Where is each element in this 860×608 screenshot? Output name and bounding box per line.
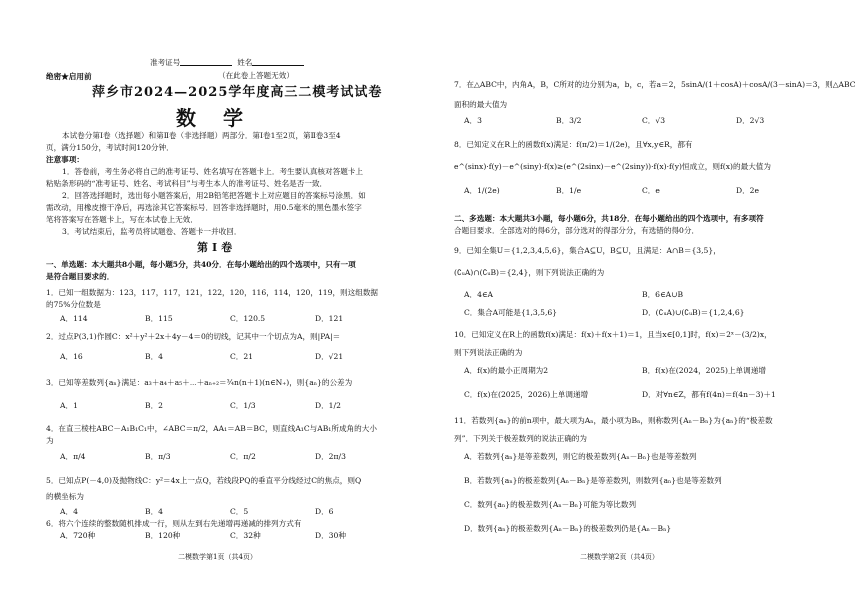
q5-option: D．6	[315, 507, 334, 516]
section-2-heading-a: 二、多选题：本大题共3小题，每小题6分，共18分．在每小题给出的四个选项中，有多项符	[454, 214, 764, 223]
q11-stem-b: 列”．下列关于极差数列的说法正确的为	[454, 434, 587, 443]
q4-option: C．π/2	[230, 452, 256, 461]
q1-stem-b: 的75%分位数是	[46, 300, 101, 309]
q2-option: D．√21	[315, 352, 344, 361]
q8-option: A．1/(2e)	[464, 186, 500, 195]
q2-option: B．4	[145, 352, 164, 361]
exam-no-label: 准考证号	[150, 58, 181, 67]
q10-stem-b: 则下列说法正确的为	[454, 348, 523, 357]
page-1-footer: 二模数学第1页（共4页）	[178, 553, 257, 561]
q7-option: D．2√3	[736, 116, 765, 125]
q11-stem-a: 11．若数列{aₙ}的前n项中，最大项为Aₙ，最小项为Bₙ，则称数列{Aₙ－Bₙ}为{aₙ}的“极差数	[454, 416, 773, 425]
section-juan-1: 第Ⅰ卷	[197, 241, 237, 254]
q7-option: A．3	[464, 116, 482, 125]
q11-option: A．若数列{aₙ}是等差数列，则它的极差数列{Aₙ－Bₙ}也是等差数列	[464, 452, 697, 461]
q4-stem-b: 为	[46, 436, 54, 445]
q4-option: D．2π/3	[315, 452, 346, 461]
notice-title: 注意事项：	[46, 155, 84, 164]
q1-option: C．120.5	[230, 314, 266, 323]
q9-option: A．4∈A	[464, 290, 494, 299]
q8-stem-b: e^(sinx)·f(y)－e^(siny)·f(x)≥(e^(2sinx)－e^(2siny))·f(x)·f(y)恒成立，则f(x)的最大值为	[454, 162, 771, 171]
q1-stem-a: 1．已知一组数据为：123，117，117，121，122，120，116，114，120，119，则这组数据	[46, 288, 379, 297]
q11-option: D．数列{aₙ}的极差数列{Aₙ－Bₙ}的极差数列仍是{Aₙ－Bₙ}	[464, 524, 672, 533]
notice-3: 3．考试结束后，监考员将试题卷、答题卡一并收回．	[62, 227, 242, 236]
q11-option: C．数列{aₙ}的极差数列{Aₙ－Bₙ}可能为等比数列	[464, 500, 637, 509]
q5-option: B．4	[145, 507, 164, 516]
section-1-heading-a: 一、单选题：本大题共8小题，每小题5分，共40分．在每小题给出的四个选项中，只有一项	[46, 260, 356, 269]
q3-option: C．1/3	[230, 401, 256, 410]
q4-option: A．π/4	[60, 452, 86, 461]
page-2-footer: 二模数学第2页（共4页）	[580, 553, 659, 561]
q4-stem-a: 4．在直三棱柱ABC－A₁B₁C₁中，∠ABC＝π/2，AA₁＝AB＝BC，则直线A₁C与AB₁所成角的大小	[46, 424, 377, 433]
subject-title: 数 学	[176, 106, 253, 130]
q6-option: B．120种	[145, 531, 181, 540]
q10-option: B．f(x)在(2024，2025)上单调递增	[642, 366, 766, 375]
q5-stem-b: 的横坐标为	[46, 492, 84, 501]
q2-option: A．16	[60, 352, 83, 361]
notice-2c: 笔将答案写在答题卡上，写在本试卷上无效．	[46, 215, 198, 224]
q5-option: A．4	[60, 507, 78, 516]
exam-no-blank	[180, 57, 232, 66]
q7-stem-a: 7．在△ABC中，内角A，B，C所对的边分别为a，b，c，若a＝2，5sinA/(1＋cosA)＋cosA/(3－sinA)＝3，则△ABC	[454, 80, 856, 89]
q8-stem-a: 8．已知定义在R上的函数f(x)满足：f(π/2)＝1/(2e)，且∀x,y∈R，都有	[454, 140, 693, 149]
q9-option: C．集合A可能是{1,3,5,6}	[464, 308, 558, 317]
name-label: 姓名	[237, 58, 253, 67]
page-2	[430, 0, 860, 608]
q7-option: B．3/2	[556, 116, 582, 125]
q9-option: B．6∈A∪B	[642, 290, 684, 299]
q9-option: D．(∁ᵤA)∪(∁ᵤB)＝{1,2,4,6}	[642, 308, 745, 317]
q3-option: D．1/2	[315, 401, 341, 410]
q8-option: D．2e	[736, 186, 760, 195]
secret-mark: 绝密★启用前	[46, 72, 92, 81]
q1-option: B．115	[145, 314, 173, 323]
q8-option: B．1/e	[556, 186, 582, 195]
q6-option: C．32种	[230, 531, 261, 540]
q6-option: A．720种	[60, 531, 96, 540]
notice-2b: 需改动，用橡皮擦干净后，再选涂其它答案标号．回答非选择题时，用0.5毫米的黑色墨水签字	[46, 203, 362, 212]
q10-option: C．f(x)在(2025，2026)上单调递增	[464, 390, 589, 399]
no-answer-note: （在此卷上答题无效）	[218, 71, 294, 80]
notice-2a: 2．回答选择题时，选出每小题答案后，用2B铅笔把答题卡上对应题目的答案标号涂黑．如	[62, 191, 366, 200]
q9-stem-a: 9．已知全集U＝{1,2,3,4,5,6}，集合A⊆U，B⊆U，且满足：A∩B＝{3,5}，	[454, 246, 721, 255]
q10-option: D．对∀n∈Z，都有f(4n)＝f(4n－3)＋1	[642, 390, 776, 399]
q2-stem: 2．过点P(3,1)作圆C：x²＋y²＋2x＋4y－4＝0的切线，记其中一个切点为A，则|PA|＝	[46, 332, 341, 341]
q7-option: C．√3	[642, 116, 666, 125]
q2-option: C．21	[230, 352, 254, 361]
notice-1a: 1．答卷前，考生务必将自己的准考证号、姓名填写在答题卡上．考生要认真核对答题卡上	[62, 167, 363, 176]
q5-option: C．5	[230, 507, 249, 516]
intro-line-1: 本试卷分第Ⅰ卷（选择题）和第Ⅱ卷（非选择题）两部分．第Ⅰ卷1至2页，第Ⅱ卷3至4	[62, 131, 341, 140]
q3-option: B．2	[145, 401, 164, 410]
q7-stem-b: 面积的最大值为	[454, 100, 508, 109]
notice-1b: 粘贴条形码的“准考证号、姓名、考试科目”与考生本人的准考证号、姓名是否一致．	[46, 179, 328, 188]
exam-info-line	[150, 57, 304, 68]
q5-stem-a: 5．已知点P(－4,0)及抛物线C：y²＝4x上一点Q，若线段PQ的垂直平分线经过C的焦点，则Q	[46, 476, 362, 485]
q3-stem: 3．已知等差数列{aₙ}满足：a₃＋a₄＋a₅＋⋯＋aₙ₊₂＝¾n(n＋1)(n∈N₊)，则{aₙ}的公差为	[46, 378, 353, 387]
name-blank	[252, 57, 304, 66]
q6-option: D．30种	[315, 531, 346, 540]
q6-stem: 6．将六个连续的整数随机排成一行，则从左到右先递增再递减的排列方式有	[46, 519, 302, 528]
intro-line-2: 页，满分150分，考试时间120分钟．	[46, 143, 174, 152]
q9-stem-b: (∁ᵤA)∩(∁ᵤB)＝{2,4}，则下列说法正确的为	[454, 268, 605, 277]
q10-option: A．f(x)的最小正周期为2	[464, 366, 549, 375]
q1-option: A．114	[60, 314, 88, 323]
q1-option: D．121	[315, 314, 344, 323]
section-1-heading-b: 是符合题目要求的．	[46, 272, 115, 281]
q3-option: A．1	[60, 401, 78, 410]
q11-option: B．若数列{aₙ}的极差数列{Aₙ－Bₙ}是等差数列，则数列{aₙ}也是等差数列	[464, 476, 722, 485]
q8-option: C．e	[642, 186, 660, 195]
q4-option: B．π/3	[145, 452, 171, 461]
section-2-heading-b: 合题目要求．全部选对的得6分，部分选对的得部分分，有选错的得0分．	[454, 226, 700, 235]
exam-title: 萍乡市2024—2025学年度高三二模考试试卷	[92, 85, 383, 100]
q10-stem-a: 10．已知定义在R上的函数f(x)满足：f(x)＋f(x＋1)＝1，且当x∈[0,1]时，f(x)＝2ˣ－(3/2)x，	[454, 330, 772, 339]
